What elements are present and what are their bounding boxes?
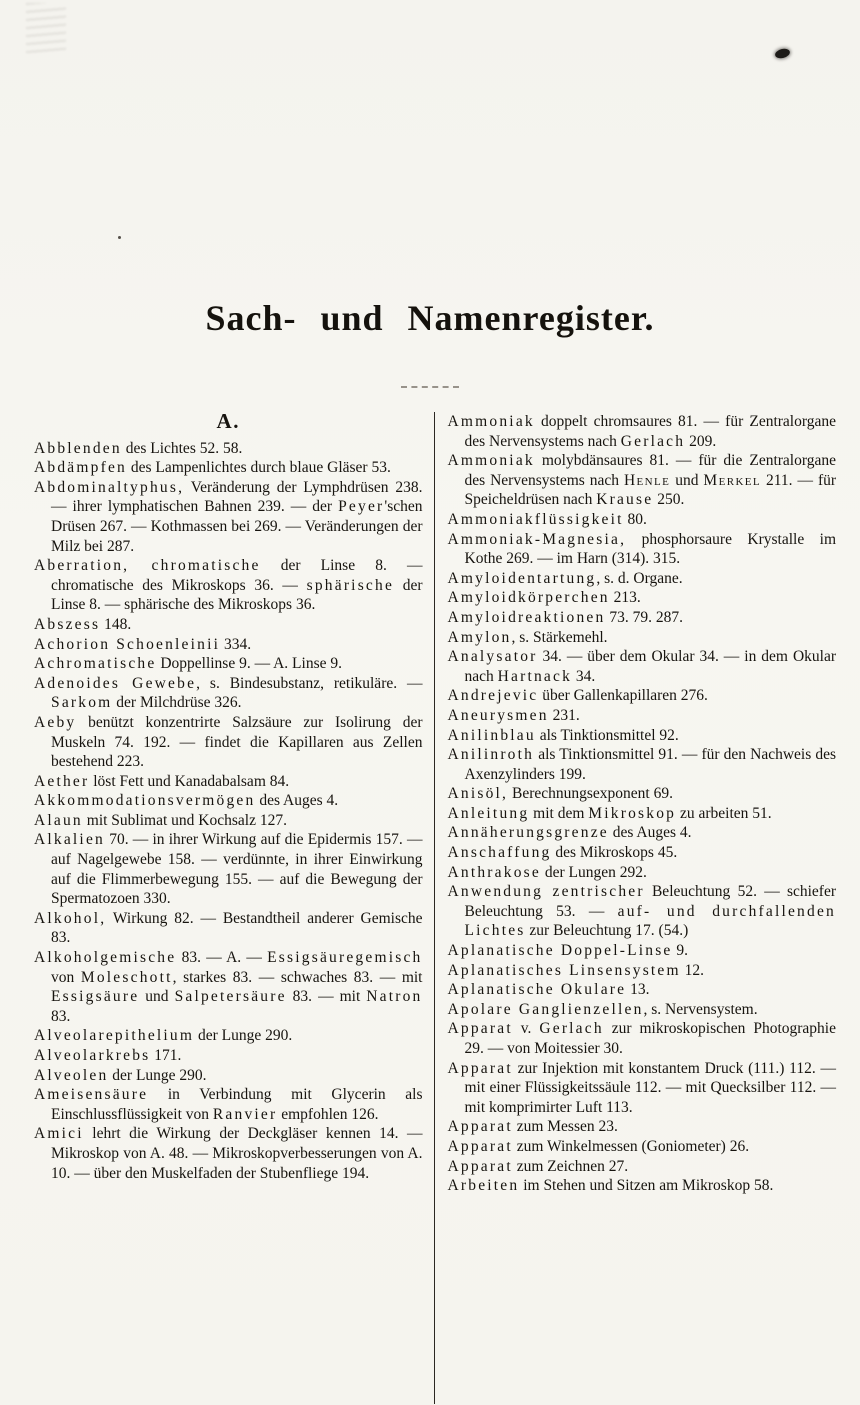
entry-text: als Tinktionsmittel 91. — für den Nachweis des Axenzylinders 199. bbox=[464, 746, 836, 783]
index-entry bbox=[34, 1085, 423, 1124]
entry-text: zum Zeichnen 27. bbox=[512, 1157, 629, 1175]
index-entry bbox=[34, 635, 423, 655]
page-title: Sach- und Namenregister. bbox=[205, 298, 655, 338]
entry-headword: Anilinblau bbox=[447, 726, 536, 744]
entry-text: Beleuchtung 52. — schiefer Beleuchtung 53. — bbox=[464, 883, 836, 920]
entry-text: empfohlen 126. bbox=[277, 1105, 379, 1123]
entry-text: , s. d. Organe. bbox=[596, 569, 683, 587]
entry-text: zur mikroskopischen Photographie 29. — von Moitessier 30. bbox=[464, 1020, 836, 1057]
entry-text: Berechnungsexponent 69. bbox=[508, 785, 673, 803]
entry-text: Hartnack bbox=[497, 667, 573, 685]
entry-headword: Apparat bbox=[447, 1118, 513, 1136]
entry-text: 13. bbox=[626, 981, 650, 999]
entry-text: auf- und durchfallenden Lichtes bbox=[464, 902, 836, 940]
entry-headword: Alveolarkrebs bbox=[34, 1047, 151, 1064]
entry-text: mit dem bbox=[529, 804, 589, 822]
right-column-entries bbox=[448, 412, 837, 1196]
entry-headword: Abdominaltyphus, bbox=[34, 478, 185, 496]
entry-headword: Alveolen bbox=[34, 1066, 109, 1084]
entry-text: doppelt chromsaures 81. — für Zentralorgane des Nervensystems nach bbox=[464, 413, 836, 450]
entry-text: Moleschott bbox=[80, 968, 173, 986]
entry-text: der Linse 8. — sphärische des Mikroskops 36. bbox=[51, 576, 423, 614]
index-entry bbox=[448, 961, 837, 981]
index-entry bbox=[448, 451, 837, 510]
entry-text: 211. — für Speicheldrüsen nach bbox=[464, 471, 837, 509]
index-entry bbox=[34, 830, 423, 908]
entry-headword: Ammoniak-Magnesia, bbox=[447, 530, 627, 548]
entry-headword: Aplanatisches Linsensystem bbox=[447, 961, 681, 979]
index-entry bbox=[448, 530, 837, 569]
index-entry bbox=[34, 556, 423, 615]
entry-text: benützt konzentrirte Salzsäure zur Isolirung der Muskeln 74. 192. — findet die Kapillaren aus Zellen bestehend 223. bbox=[51, 713, 423, 771]
index-entry bbox=[34, 478, 423, 556]
entry-headword: Arbeiten bbox=[447, 1177, 520, 1195]
entry-text: , s. Bindesubstanz, retikuläre. — bbox=[196, 674, 423, 692]
entry-headword: Andrejevic bbox=[447, 687, 539, 705]
entry-text: des Auges 4. bbox=[608, 824, 692, 842]
index-entry bbox=[448, 1059, 837, 1118]
entry-text: als Tinktionsmittel 92. bbox=[535, 726, 679, 744]
entry-headword: Aberration, chromatische bbox=[34, 557, 261, 575]
index-entry bbox=[448, 882, 837, 941]
entry-text: Gerlach bbox=[620, 432, 686, 450]
entry-text: 148. bbox=[100, 615, 132, 633]
index-entry bbox=[448, 941, 837, 961]
index-entry bbox=[34, 713, 423, 772]
entry-text: Henle bbox=[623, 471, 671, 489]
entry-headword: Apolare Ganglienzellen bbox=[447, 1000, 644, 1018]
entry-text: Ranvier bbox=[212, 1105, 278, 1123]
index-entry bbox=[448, 823, 837, 843]
entry-headword: Apparat bbox=[447, 1137, 513, 1155]
index-entry bbox=[34, 1026, 423, 1046]
entry-text: , starkes 83. — schwaches 83. — mit bbox=[172, 968, 423, 986]
entry-text: zur Beleuchtung 17. (54.) bbox=[525, 922, 689, 940]
entry-headword: Ammoniak bbox=[447, 413, 535, 430]
scan-artifact-dot bbox=[118, 236, 121, 239]
index-entry bbox=[448, 1157, 837, 1177]
index-entry bbox=[448, 510, 837, 530]
index-entry bbox=[448, 1137, 837, 1157]
entry-text: des Auges 4. bbox=[255, 792, 339, 810]
entry-text: des Lampenlichtes durch blaue Gläser 53. bbox=[126, 459, 391, 477]
entry-text: der Lungen 292. bbox=[540, 863, 647, 881]
entry-text: 83. — A. — bbox=[176, 949, 268, 967]
entry-headword: Akkommodationsvermögen bbox=[34, 792, 256, 810]
title-ornament bbox=[401, 386, 459, 388]
index-entry bbox=[448, 608, 837, 628]
entry-text: löst Fett und Kanadabalsam 84. bbox=[89, 772, 290, 790]
index-entry bbox=[34, 1124, 423, 1183]
entry-text: zum Winkelmessen (Goniometer) 26. bbox=[512, 1137, 750, 1155]
entry-text: , s. Nervensystem. bbox=[643, 1000, 758, 1018]
entry-text: im Stehen und Sitzen am Mikroskop 58. bbox=[519, 1177, 774, 1195]
index-entry bbox=[448, 412, 837, 451]
entry-text: Essigsäure bbox=[51, 988, 140, 1006]
entry-text: 'schen Drüsen 267. — Kothmassen bei 269. — Veränderungen der Milz bei 287. bbox=[51, 498, 423, 555]
entry-headword: Abblenden bbox=[34, 439, 122, 457]
entry-headword: Aneurysmen bbox=[447, 706, 549, 724]
index-entry bbox=[448, 569, 837, 589]
entry-text: , s. Stärkemehl. bbox=[511, 628, 608, 646]
entry-text: Essigsäuregemisch bbox=[267, 949, 423, 967]
entry-text: des Lichtes 52. 58. bbox=[121, 439, 243, 457]
entry-text: 334. bbox=[220, 635, 252, 653]
entry-text: 34. — über dem Okular 34. — in dem Okular nach bbox=[464, 648, 836, 685]
index-entry bbox=[448, 686, 837, 706]
index-entry bbox=[448, 1000, 837, 1020]
entry-headword: Abdämpfen bbox=[34, 459, 127, 477]
index-entry bbox=[34, 1066, 423, 1086]
entry-headword: Alaun bbox=[34, 811, 83, 829]
entry-headword: Amyloidkörperchen bbox=[447, 589, 610, 607]
entry-text: 12. bbox=[680, 961, 705, 979]
entry-text: Merkel bbox=[703, 471, 762, 489]
entry-text: 250. bbox=[653, 491, 685, 509]
entry-text: 83. — mit bbox=[286, 988, 367, 1006]
entry-headword: Apparat bbox=[447, 1157, 513, 1175]
entry-headword: Anilinroth bbox=[447, 746, 535, 764]
entry-text: und bbox=[670, 471, 704, 489]
entry-text: lehrt die Wirkung der Deckgläser kennen 14. — Mikroskop von A. 48. — Mikroskopverbesserungen von A. 10. — über den Muskelfaden der Stubenfliege 194. bbox=[51, 1125, 423, 1182]
entry-headword: Adenoides Gewebe bbox=[34, 674, 197, 692]
index-entry bbox=[34, 791, 423, 811]
index-columns bbox=[34, 409, 837, 1404]
entry-text: phosphorsaure Krystalle im Kothe 269. — im Harn (314). 315. bbox=[464, 530, 836, 568]
entry-text: des Mikroskops 45. bbox=[551, 844, 678, 862]
entry-text: Veränderung der Lymphdrüsen 238. — ihrer lymphatischen Bahnen 239. — der bbox=[51, 478, 423, 516]
entry-text: in Verbindung mit Glycerin als Einschlussflüssigkeit von bbox=[51, 1086, 423, 1123]
entry-text: über Gallenkapillaren 276. bbox=[538, 687, 708, 705]
entry-text: v. bbox=[512, 1020, 540, 1038]
index-entry bbox=[34, 615, 423, 635]
entry-text: Gerlach bbox=[539, 1020, 604, 1038]
entry-headword: Anthrakose bbox=[447, 863, 541, 881]
ink-smudge bbox=[774, 47, 791, 59]
entry-headword: Ammoniak bbox=[447, 452, 535, 470]
index-entry bbox=[448, 863, 837, 883]
entry-text: molybdänsaures 81. — für die Zentralorgane des Nervensystems nach bbox=[464, 452, 836, 489]
index-entry bbox=[448, 804, 837, 824]
entry-headword: Aeby bbox=[34, 713, 77, 731]
entry-headword: Aplanatische Okulare bbox=[447, 981, 627, 999]
right-column bbox=[435, 412, 837, 1404]
entry-headword: Analysator bbox=[447, 648, 538, 666]
index-entry bbox=[448, 1176, 837, 1196]
entry-headword: Anisöl, bbox=[447, 785, 509, 803]
entry-text: Sarkom bbox=[51, 694, 113, 712]
entry-headword: Aether bbox=[34, 772, 90, 790]
entry-headword: Alkohol, bbox=[34, 909, 107, 927]
index-entry bbox=[448, 588, 837, 608]
index-entry bbox=[34, 439, 423, 459]
entry-text: zum Messen 23. bbox=[512, 1118, 618, 1136]
entry-headword: Ammoniakflüssigkeit bbox=[447, 510, 624, 528]
entry-text: zu arbeiten 51. bbox=[676, 804, 772, 822]
entry-text: sphärische bbox=[306, 576, 395, 594]
entry-headword: Anwendung zentrischer bbox=[447, 883, 645, 901]
entry-text: 213. bbox=[609, 589, 641, 607]
left-column bbox=[34, 409, 434, 1404]
entry-text: von bbox=[51, 968, 81, 986]
index-entry bbox=[448, 745, 837, 784]
entry-text: Wirkung 82. — Bestandtheil anderer Gemische 83. bbox=[51, 909, 423, 947]
index-entry bbox=[34, 674, 423, 713]
entry-text: der Lunge 290. bbox=[194, 1027, 293, 1045]
entry-text: Salpetersäure bbox=[174, 988, 287, 1006]
entry-text: 209. bbox=[685, 432, 717, 450]
entry-text: 83. bbox=[51, 1007, 71, 1025]
entry-headword: Abszess bbox=[34, 615, 101, 633]
index-entry bbox=[34, 948, 423, 1026]
entry-text: Doppellinse 9. — A. Linse 9. bbox=[156, 655, 342, 673]
entry-headword: Anschaffung bbox=[447, 844, 552, 862]
entry-headword: Apparat bbox=[447, 1020, 513, 1038]
entry-text: Peyer bbox=[338, 498, 385, 516]
entry-headword: Amici bbox=[34, 1125, 84, 1143]
entry-headword: Aplanatische Doppel-Linse bbox=[447, 942, 673, 960]
index-entry bbox=[34, 811, 423, 831]
left-column-entries bbox=[34, 439, 423, 1184]
index-entry bbox=[448, 1117, 837, 1137]
entry-text: 171. bbox=[150, 1047, 182, 1064]
index-entry bbox=[448, 647, 837, 686]
index-entry bbox=[448, 628, 837, 648]
entry-headword: Alveolarepithelium bbox=[34, 1027, 195, 1045]
section-letter: A. bbox=[216, 409, 240, 433]
entry-headword: Annäherungsgrenze bbox=[447, 824, 609, 842]
entry-text: zur Injektion mit konstantem Druck (111.) 112. — mit einer Flüssigkeitssäule 112. — mit Quecksilber 112. — mit komprimirter Luft 113. bbox=[464, 1059, 836, 1116]
index-entry bbox=[34, 909, 423, 948]
index-entry bbox=[448, 784, 837, 804]
entry-text: der Linse 8. — chromatische des Mikroskops 36. — bbox=[51, 557, 423, 594]
entry-headword: Amyloidreaktionen bbox=[447, 608, 606, 626]
index-entry bbox=[448, 980, 837, 1000]
entry-text: Natron bbox=[366, 988, 423, 1006]
entry-text: Krause bbox=[596, 491, 654, 509]
index-entry bbox=[34, 772, 423, 792]
entry-text: 70. — in ihrer Wirkung auf die Epidermis 157. — auf Nagelgewebe 158. — verdünnte, in ihrer Einwirkung auf die Flimmerbewegung 155. — auf die Bewegung der Spermatozoen 330. bbox=[51, 831, 423, 908]
entry-text: 34. bbox=[572, 667, 596, 685]
entry-text: der Milchdrüse 326. bbox=[112, 694, 242, 712]
entry-headword: Alkalien bbox=[34, 831, 105, 849]
entry-text: 231. bbox=[548, 706, 580, 724]
entry-headword: Alkoholgemische bbox=[34, 949, 177, 967]
index-entry bbox=[34, 654, 423, 674]
entry-text: 9. bbox=[672, 942, 689, 960]
index-entry bbox=[448, 1019, 837, 1058]
entry-text: und bbox=[139, 988, 175, 1006]
entry-headword: Anleitung bbox=[447, 804, 530, 822]
entry-headword: Achorion Schoenleinii bbox=[34, 635, 221, 653]
index-entry bbox=[448, 843, 837, 863]
index-entry bbox=[34, 1046, 423, 1066]
index-entry bbox=[448, 706, 837, 726]
entry-headword: Amylon bbox=[447, 628, 512, 646]
entry-text: mit Sublimat und Kochsalz 127. bbox=[82, 811, 287, 829]
entry-headword: Apparat bbox=[447, 1059, 513, 1077]
entry-headword: Achromatische bbox=[34, 655, 157, 673]
entry-headword: Ameisensäure bbox=[34, 1086, 149, 1104]
index-entry bbox=[34, 458, 423, 478]
entry-text: Mikroskop bbox=[588, 804, 677, 822]
index-entry bbox=[448, 726, 837, 746]
entry-headword: Amyloidentartung bbox=[447, 569, 597, 587]
entry-text: der Lunge 290. bbox=[108, 1066, 207, 1084]
entry-text: 73. 79. 287. bbox=[605, 608, 683, 626]
scan-artifact bbox=[26, 3, 66, 55]
entry-text: 80. bbox=[623, 510, 647, 528]
